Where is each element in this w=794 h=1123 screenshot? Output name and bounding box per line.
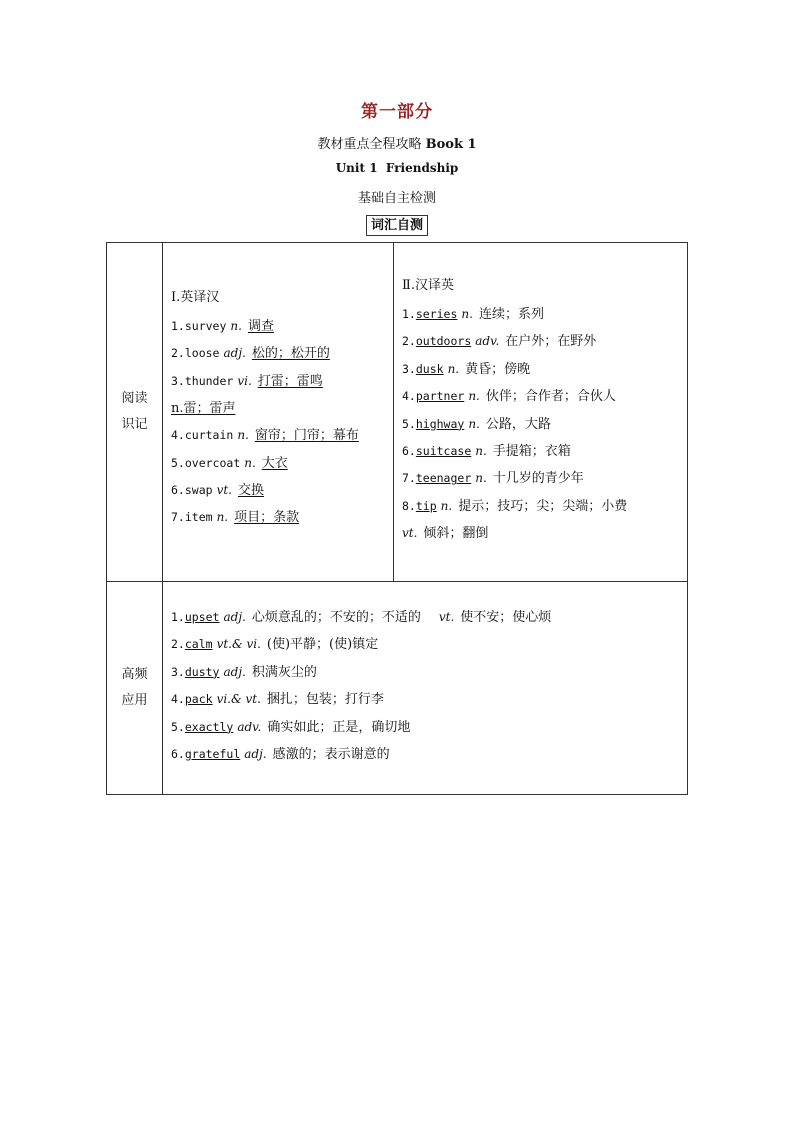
part-of-speech: adv.	[237, 719, 262, 734]
item-number: 8.	[402, 498, 416, 513]
en-to-cn-list	[171, 313, 387, 532]
list-item-continuation	[402, 520, 681, 547]
list-item	[402, 328, 681, 355]
item-number: 5.	[171, 719, 185, 734]
part-of-speech: n.	[475, 471, 487, 486]
list-item	[171, 313, 387, 340]
part-title: 第一部分	[361, 102, 433, 122]
unit-title: Unit 1 Friendship	[335, 161, 459, 175]
item-number: 4.	[402, 389, 416, 404]
item-number: 2.	[402, 334, 416, 349]
english-answer: teenager	[415, 471, 472, 486]
item-number: 7.	[402, 471, 416, 486]
chinese-answer: 大衣	[261, 455, 288, 471]
english-answer: exactly	[184, 719, 234, 734]
book-subtitle	[0, 133, 794, 152]
section-title: 基础自主检测	[357, 191, 436, 206]
chinese-meaning: 十几岁的青少年	[492, 471, 584, 487]
reading-row	[107, 243, 688, 582]
part-of-speech: n.	[461, 307, 473, 321]
english-word: curtain	[184, 428, 234, 443]
chinese-meaning: 黄昏；傍晚	[465, 361, 531, 377]
english-word: thunder	[184, 373, 234, 388]
part-of-speech: adj.	[223, 610, 246, 624]
english-answer: dusty	[184, 664, 220, 679]
row-label-reading: 阅读识记	[107, 243, 163, 582]
cn-to-en-list	[402, 301, 681, 547]
item-number: 1.	[402, 307, 416, 321]
chinese-meaning: 提示；技巧；尖；尖端；小费	[458, 498, 628, 514]
chinese-answer: 打雷；雷鸣	[257, 373, 323, 389]
chinese-meaning: 在户外；在野外	[505, 334, 597, 350]
english-word: overcoat	[184, 455, 241, 470]
item-number: 6.	[171, 483, 185, 498]
cn-to-en-cell	[394, 243, 688, 582]
chinese-meaning-continued: 倾斜；翻倒	[423, 526, 489, 542]
list-item	[171, 714, 681, 741]
item-number: 5.	[402, 416, 416, 431]
item-number: 3.	[171, 664, 185, 679]
vocab-table	[106, 242, 688, 795]
english-answer: tip	[415, 498, 437, 513]
part-of-speech: vt.& vi.	[216, 637, 261, 652]
list-item	[171, 340, 387, 367]
part-of-speech: adj.	[244, 747, 267, 762]
item-number: 6.	[171, 747, 185, 762]
part-of-speech: vi.& vt.	[216, 692, 261, 707]
list-item	[402, 411, 681, 438]
part-of-speech: n.	[468, 416, 480, 431]
chinese-answer: 松的；松开的	[251, 346, 330, 362]
list-item	[402, 383, 681, 410]
list-item	[171, 504, 387, 531]
chinese-meaning: 捆扎；包装；打行李	[266, 692, 384, 708]
english-word: swap	[184, 483, 213, 498]
english-answer: upset	[184, 610, 220, 624]
english-answer: pack	[184, 692, 213, 707]
item-number: 1.	[171, 610, 185, 624]
item-number: 7.	[171, 510, 185, 525]
list-item	[402, 356, 681, 383]
part-of-speech: vi.	[237, 373, 252, 388]
chinese-meaning: 连续；系列	[478, 307, 544, 322]
item-number: 3.	[402, 361, 416, 376]
row-label-frequent: 高频应用	[107, 582, 163, 795]
part-of-speech: n.	[237, 428, 249, 443]
english-answer: partner	[415, 389, 465, 404]
part-of-speech: n.	[447, 361, 460, 376]
chinese-meaning: 感激的；表示谢意的	[272, 747, 390, 763]
part-of-speech: vt.	[402, 526, 418, 541]
chinese-meaning: 手提箱；衣箱	[492, 444, 571, 460]
list-item	[402, 438, 681, 465]
chinese-meaning: 公路，大路	[485, 416, 551, 432]
boxed-label-wrap	[0, 214, 794, 236]
subtitle-en: Book 1	[425, 137, 477, 152]
english-answer: highway	[415, 416, 465, 431]
chinese-meaning: 确实如此；正是，确切地	[267, 719, 411, 735]
item-number: 2.	[171, 637, 185, 652]
part-of-speech: n.	[244, 455, 256, 470]
list-item	[171, 659, 681, 686]
english-answer: suitcase	[415, 444, 472, 459]
english-answer: dusk	[415, 361, 444, 376]
list-item	[171, 604, 681, 631]
item-number: 2.	[171, 346, 185, 361]
part-of-speech: adj.	[223, 664, 246, 679]
chinese-answer: 交换	[237, 483, 264, 499]
part-of-speech: adv.	[475, 334, 500, 349]
frequent-use-list	[171, 604, 681, 768]
part-of-speech: n.	[475, 444, 487, 459]
list-item	[171, 477, 387, 504]
item-number: 5.	[171, 455, 185, 470]
english-word: item	[184, 510, 213, 525]
chinese-meaning: 积满灰尘的	[251, 664, 317, 680]
english-answer: outdoors	[415, 334, 472, 349]
list-item	[171, 422, 387, 449]
en-to-cn-column	[163, 243, 393, 532]
part-of-speech: n.	[440, 498, 453, 513]
english-word: survey	[184, 319, 227, 333]
chinese-meaning: (使)平静；(使)镇定	[266, 637, 379, 653]
chinese-answer: 调查	[247, 319, 274, 334]
item-number: 4.	[171, 428, 185, 443]
part-of-speech: adj.	[223, 346, 246, 361]
item-number: 3.	[171, 373, 185, 388]
en-to-cn-heading: Ⅰ.英译汉	[171, 290, 220, 305]
frequent-use-row	[107, 582, 688, 795]
frequent-use-column	[163, 582, 687, 768]
list-item-continuation	[171, 395, 387, 422]
item-number: 6.	[402, 444, 416, 459]
en-to-cn-cell	[163, 243, 394, 582]
part-of-speech: n.	[468, 389, 480, 404]
part-of-speech: n.	[216, 510, 229, 525]
frequent-use-cell	[163, 582, 688, 795]
list-item	[171, 368, 387, 395]
item-number: 4.	[171, 692, 185, 707]
list-item	[171, 741, 681, 768]
english-answer: grateful	[184, 747, 241, 762]
subtitle-cn: 教材重点全程攻略	[317, 137, 422, 152]
list-item	[402, 301, 681, 328]
list-item	[402, 465, 681, 492]
english-answer: series	[415, 307, 458, 321]
chinese-answer: 项目；条款	[234, 510, 300, 526]
chinese-meaning: 伙伴；合作者；合伙人	[485, 389, 616, 405]
part-of-speech: n.	[230, 319, 242, 333]
part-of-speech: vt.	[216, 483, 232, 498]
list-item	[171, 631, 681, 658]
chinese-meaning: 心烦意乱的；不安的；不适的	[251, 610, 421, 625]
chinese-meaning-2: 使不安；使心烦	[460, 610, 552, 625]
list-item	[402, 493, 681, 520]
part-of-speech-2: vt.	[438, 610, 455, 624]
cn-to-en-column	[394, 243, 687, 547]
vocab-test-label: 词汇自测	[366, 215, 428, 236]
chinese-answer-continued: n.雷；雷声	[171, 401, 236, 417]
list-item	[171, 450, 387, 477]
english-answer: calm	[184, 637, 213, 652]
cn-to-en-heading: Ⅱ.汉译英	[402, 278, 454, 293]
list-item	[171, 686, 681, 713]
item-number: 1.	[171, 319, 185, 333]
chinese-answer: 窗帘；门帘；幕布	[254, 428, 359, 444]
english-word: loose	[184, 346, 220, 361]
